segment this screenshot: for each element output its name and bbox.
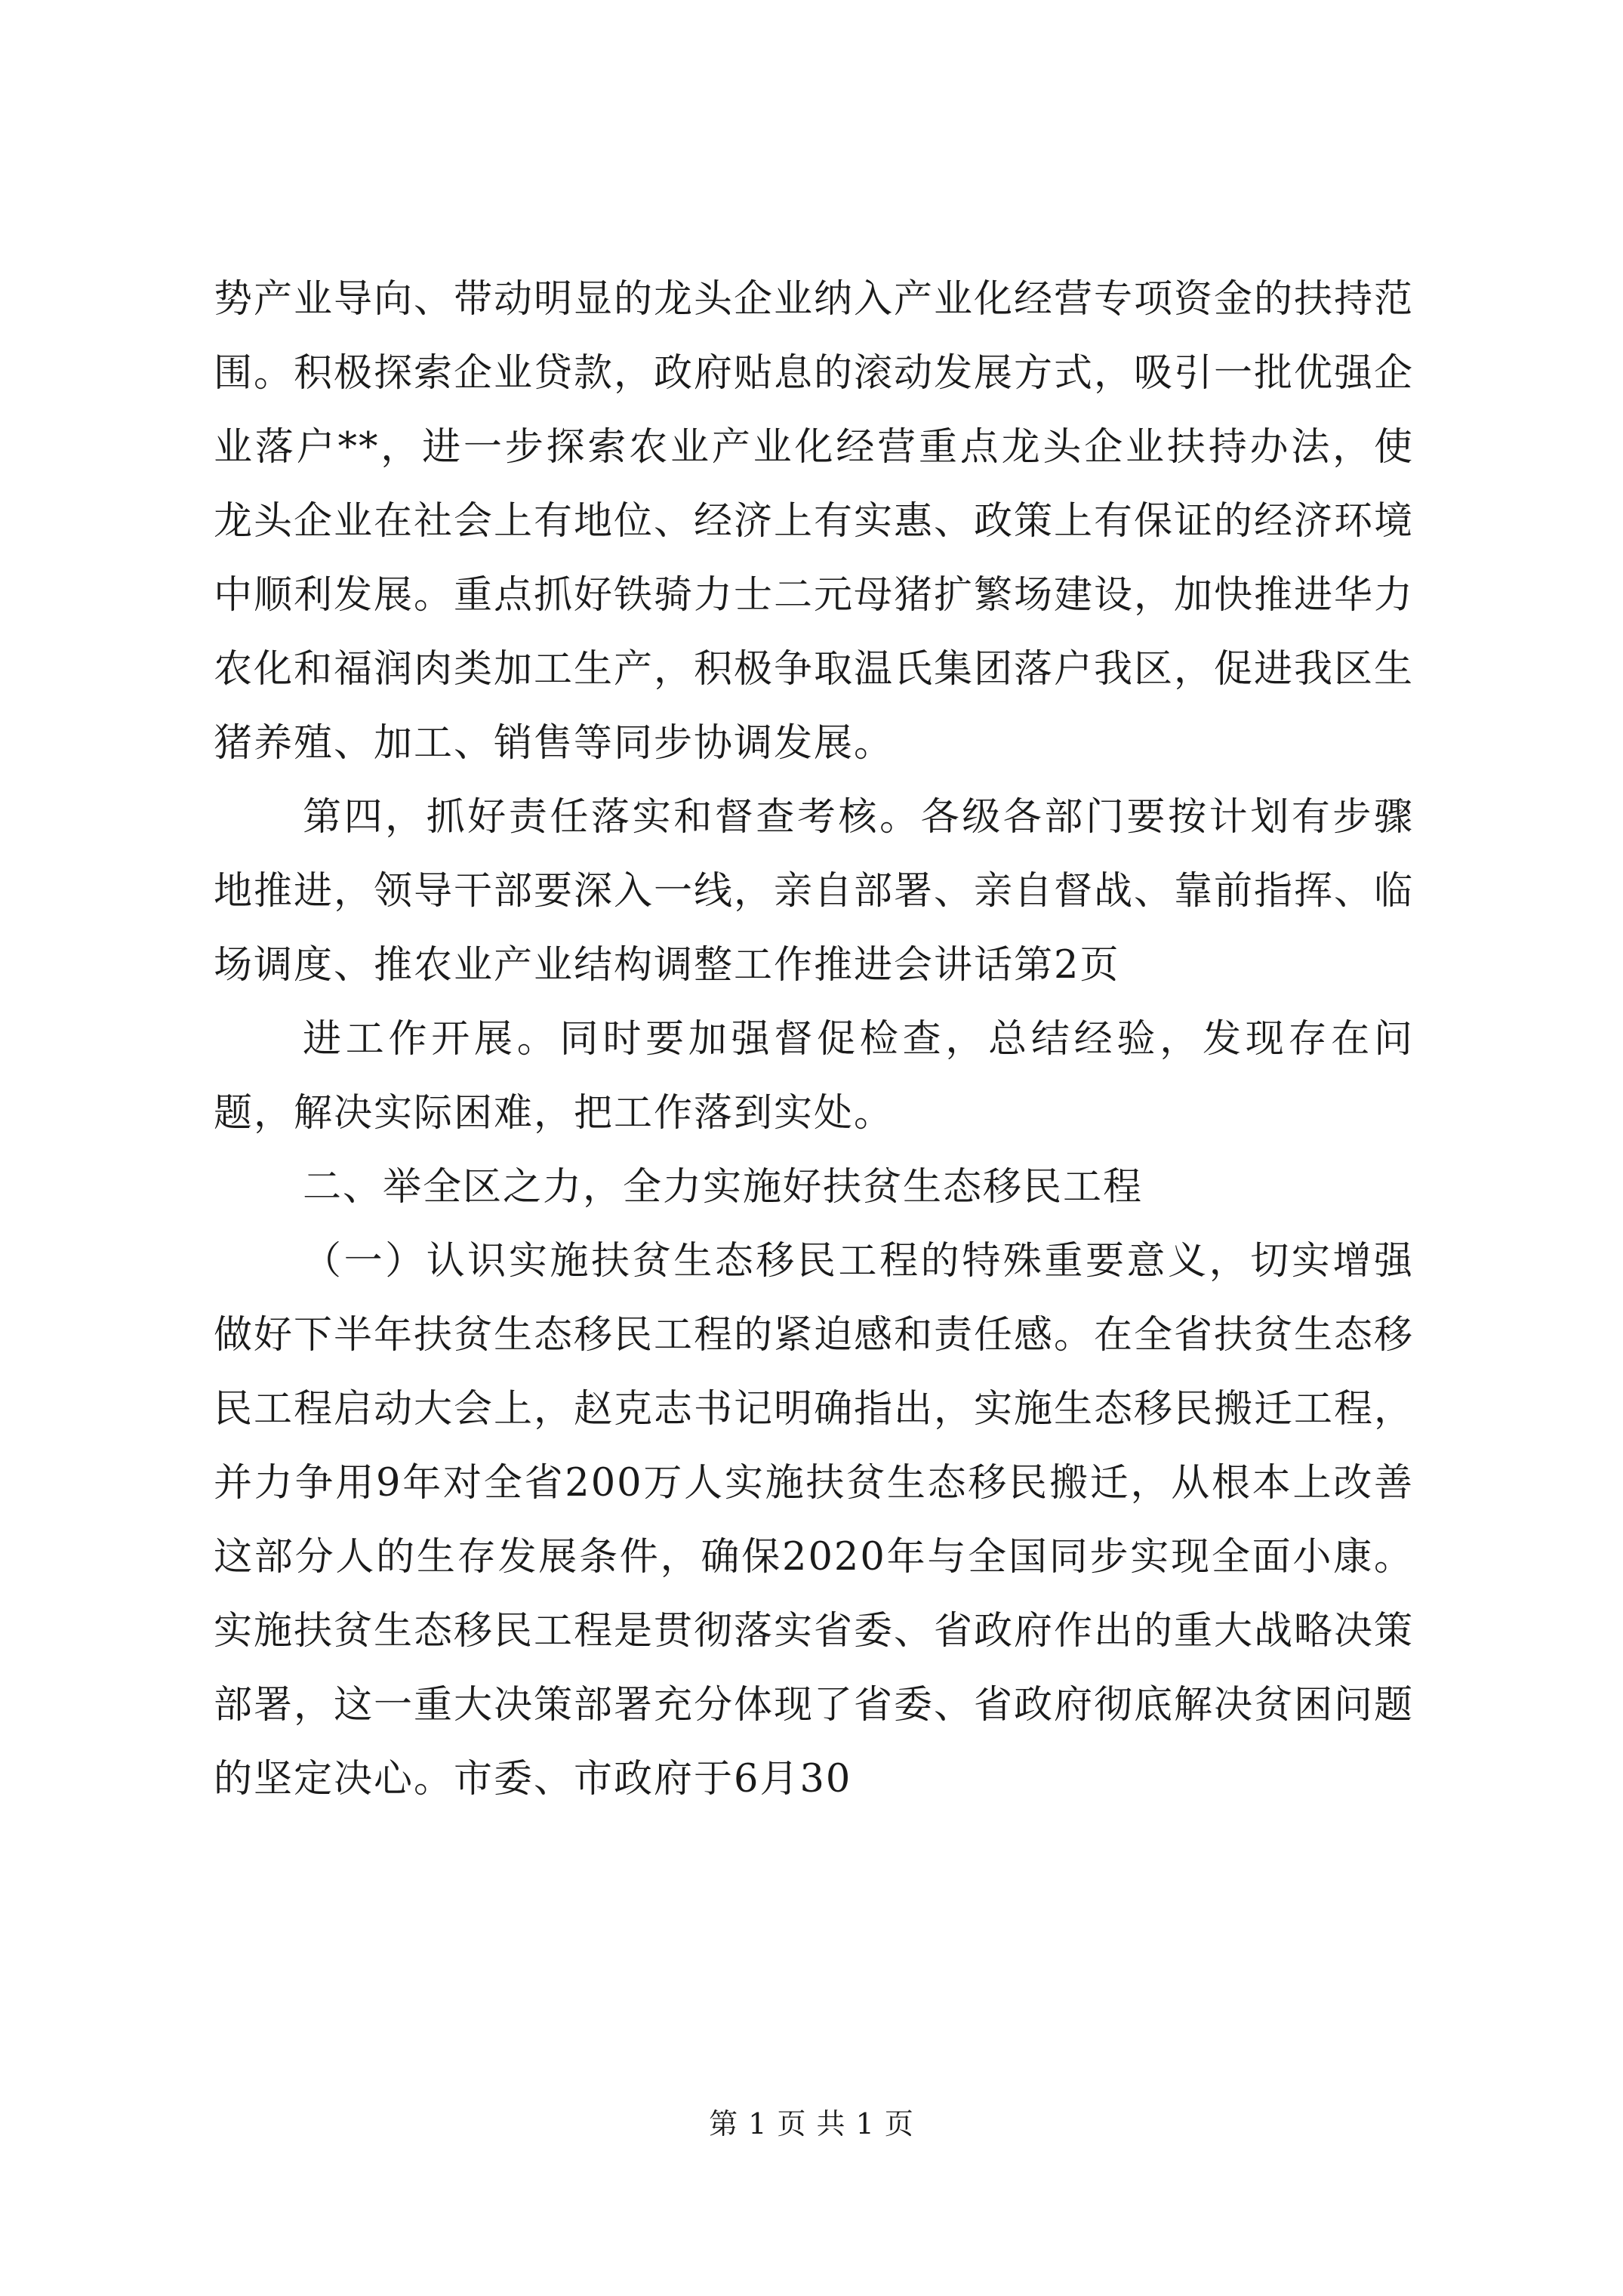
paragraph-work-progress: 进工作开展。同时要加强督促检查，总结经验，发现存在问题，解决实际困难，把工作落到实处。 bbox=[214, 1017, 1414, 1136]
section-heading-relocation: 二、举全区之力，全力实施好扶贫生态移民工程 bbox=[303, 1165, 1144, 1210]
page-footer: 第 1 页 共 1 页 bbox=[709, 2107, 914, 2140]
paragraph-industry-support: 势产业导向、带动明显的龙头企业纳入产业化经营专项资金的扶持范围。积极探索企业贷款，政府贴息的滚动发展方式，吸引一批优强企业落户**，进一步探索农业产业化经营重点龙头企业扶持办法，使龙头企业在社会上有地位、经济上有实惠、政策上有保证的经济环境中顺利发展。重点抓好铁骑力士二元母猪扩繁场建设，加快推进华力农化和福润肉类加工生产，积极争取温氏集团落户我区，促进我区生猪养殖、加工、销售等同步协调发展。 bbox=[214, 277, 1415, 766]
paragraph-relocation-importance: （一）认识实施扶贫生态移民工程的特殊重要意义，切实增强做好下半年扶贫生态移民工程的紧迫感和责任感。在全省扶贫生态移民工程启动大会上，赵克志书记明确指出，实施生态移民搬迁工程，并力争用9年对全省200万人实施扶贫生态移民搬迁，从根本上改善这部分人的生存发展条件，确保2020年与全国同步实现全面小康。实施扶贫生态移民工程是贯彻落实省委、省政府作出的重大战略决策部署，这一重大决策部署充分体现了省委、省政府彻底解决贫困问题的坚定决心。市委、市政府于6月30 bbox=[214, 1239, 1415, 1801]
document-body bbox=[214, 263, 1414, 1817]
paragraph-responsibility: 第四，抓好责任落实和督查考核。各级各部门要按计划有步骤地推进，领导干部要深入一线，亲自部署、亲自督战、靠前指挥、临场调度、推农业产业结构调整工作推进会讲话第2页 bbox=[214, 795, 1415, 988]
